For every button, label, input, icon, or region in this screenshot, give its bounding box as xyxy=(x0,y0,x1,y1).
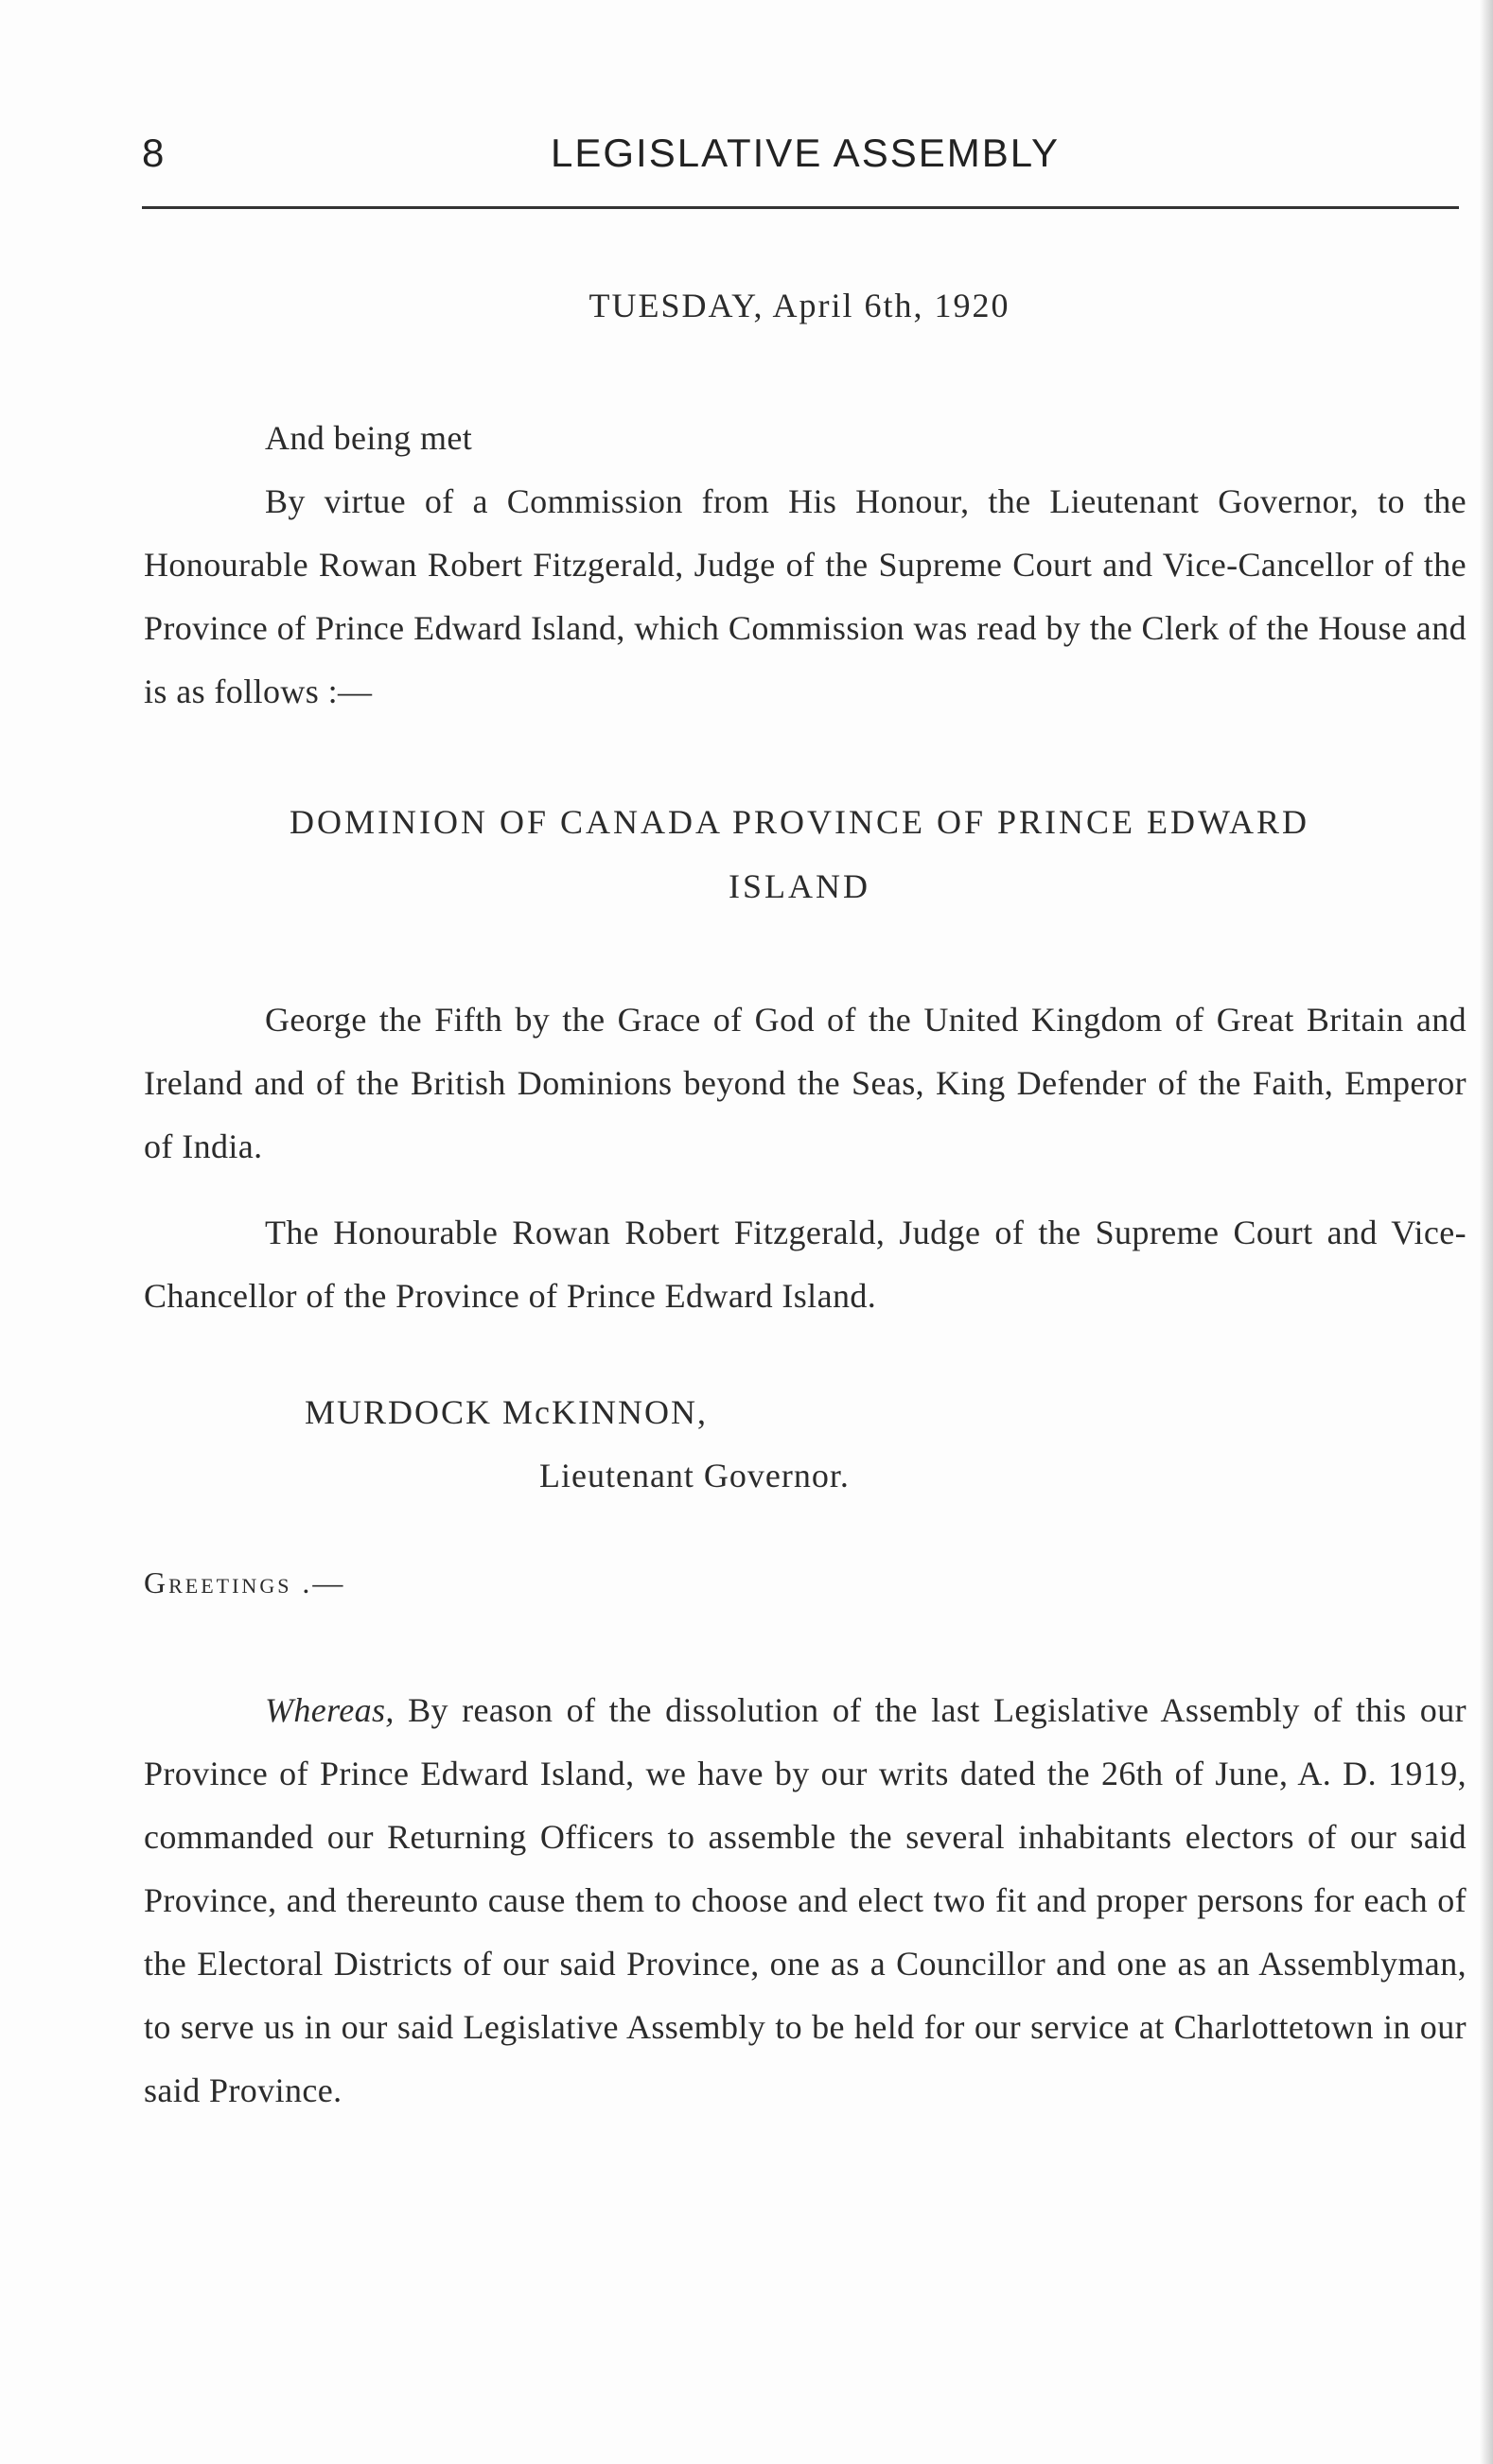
page-number: 8 xyxy=(142,131,165,175)
dominion-heading xyxy=(142,790,1457,918)
dominion-heading-line-1: DOMINION OF CANADA PROVINCE OF PRINCE EDWARD xyxy=(289,803,1310,841)
greetings: Greetings .— xyxy=(144,1565,346,1599)
page-edge-shadow xyxy=(1480,0,1493,2464)
signature-title: Lieutenant Governor. xyxy=(539,1457,850,1494)
header-rule xyxy=(142,206,1459,209)
george-paragraph: George the Fifth by the Grace of God of the United Kingdom of Great Britain and Ireland and of the British Dominions beyond the Seas, King Defender of the Faith, Emperor of India. xyxy=(144,1001,1467,1165)
running-head: LEGISLATIVE ASSEMBLY xyxy=(551,131,1060,175)
honourable-paragraph: The Honourable Rowan Robert Fitzgerald, Judge of the Supreme Court and Vice-Chancellor of the Province of Prince Edward Island. xyxy=(144,1214,1467,1315)
opening-line xyxy=(144,407,1467,470)
opening-line-text: And being met xyxy=(265,419,473,457)
page-header xyxy=(142,131,1457,187)
whereas-lead: Whereas, xyxy=(265,1691,395,1729)
signature-name: MURDOCK McKINNON, xyxy=(305,1393,708,1431)
dominion-heading-line-2: ISLAND xyxy=(729,867,870,905)
date-line: TUESDAY, April 6th, 1920 xyxy=(588,287,1010,324)
whereas-paragraph xyxy=(144,1679,1467,2123)
whereas-text: By reason of the dissolution of the last Legislative Assembly of this our Province of Prince Edward Island, we have by our writs dated the 26th of June, A. D. 1919, commanded our Returning Officers to assemble the several inhabitants electors of our said Province, and thereunto cause them to choose and elect two fit and proper persons for each of the Electoral Districts of our said Province, one as a Councillor and one as an Assemblyman, to serve us in our said Legislative Assembly to be held for our service at Charlottetown in our said Province. xyxy=(144,1691,1467,2109)
commission-paragraph: By virtue of a Commission from His Honour, the Lieutenant Governor, to the Honourable Rowan Robert Fitzgerald, Judge of the Supreme Court and Vice-Cancellor of the Province of Prince Edward Island, which Commission was read by the Clerk of the House and is as follows :— xyxy=(144,482,1467,710)
